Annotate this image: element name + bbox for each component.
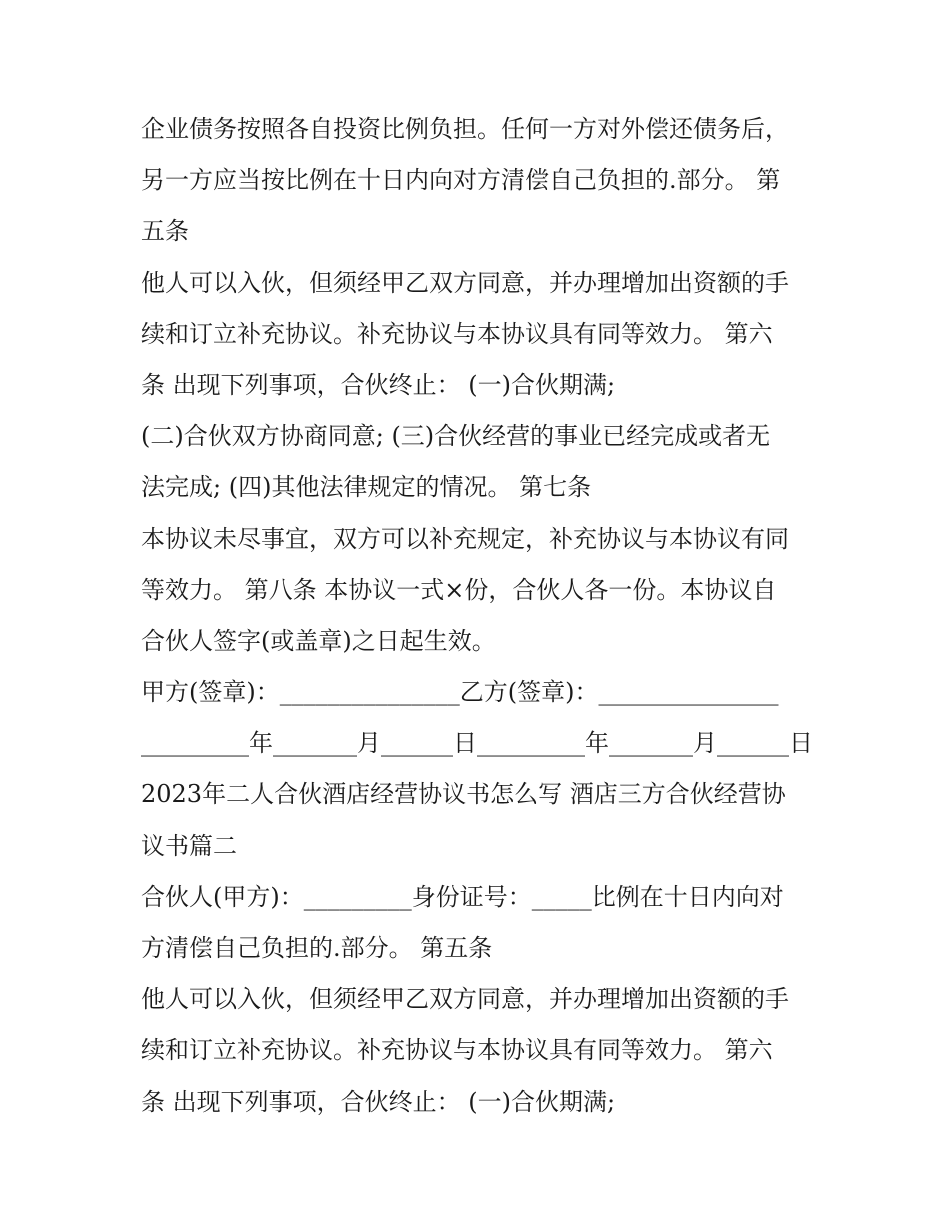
text-line: 他人可以入伙，但须经甲乙双方同意，并办理增加出资额的手 xyxy=(141,985,789,1014)
text-line: 他人可以入伙，但须经甲乙双方同意，并办理增加出资额的手 xyxy=(141,268,789,297)
document-body xyxy=(141,104,821,1128)
text-line: 等效力。 第八条 本协议一式×份，合伙人各一份。本协议自 xyxy=(141,575,777,604)
date-line: _________年_______月______日_________年_______月______日 xyxy=(141,729,813,758)
text-line: 本协议未尽事宜，双方可以补充规定，补充协议与本协议有同 xyxy=(141,524,789,553)
text-line: 法完成; (四)其他法律规定的情况。 第七条 xyxy=(141,473,592,502)
text-line: 企业债务按照各自投资比例负担。任何一方对外偿还债务后， xyxy=(141,115,789,143)
text-line: 条 出现下列事项，合伙终止： (一)合伙期满; xyxy=(141,1087,616,1116)
signature-line: 甲方(签章)：_______________乙方(签章)：_______________ xyxy=(141,678,779,707)
section-title-line: 2023年二人合伙酒店经营协议书怎么写 酒店三方合伙经营协 xyxy=(141,780,786,809)
text-line: 方清偿自己负担的.部分。 第五条 xyxy=(141,934,493,962)
section-title-line: 议书篇二 xyxy=(141,831,237,860)
text-line: 续和订立补充协议。补充协议与本协议具有同等效力。 第六 xyxy=(141,319,773,348)
text-line: 另一方应当按比例在十日内向对方清偿自己负担的.部分。 第 xyxy=(141,166,781,195)
text-line: 条 出现下列事项，合伙终止： (一)合伙期满; xyxy=(141,370,616,399)
text-line: 续和订立补充协议。补充协议与本协议具有同等效力。 第六 xyxy=(141,1036,773,1065)
text-line: 合伙人(甲方)：_________身份证号：_____比例在十日内向对 xyxy=(141,882,784,911)
text-line: 合伙人签字(或盖章)之日起生效。 xyxy=(141,626,496,655)
text-line: (二)合伙双方协商同意; (三)合伙经营的事业已经完成或者无 xyxy=(141,422,771,451)
text-line: 五条 xyxy=(141,217,189,246)
